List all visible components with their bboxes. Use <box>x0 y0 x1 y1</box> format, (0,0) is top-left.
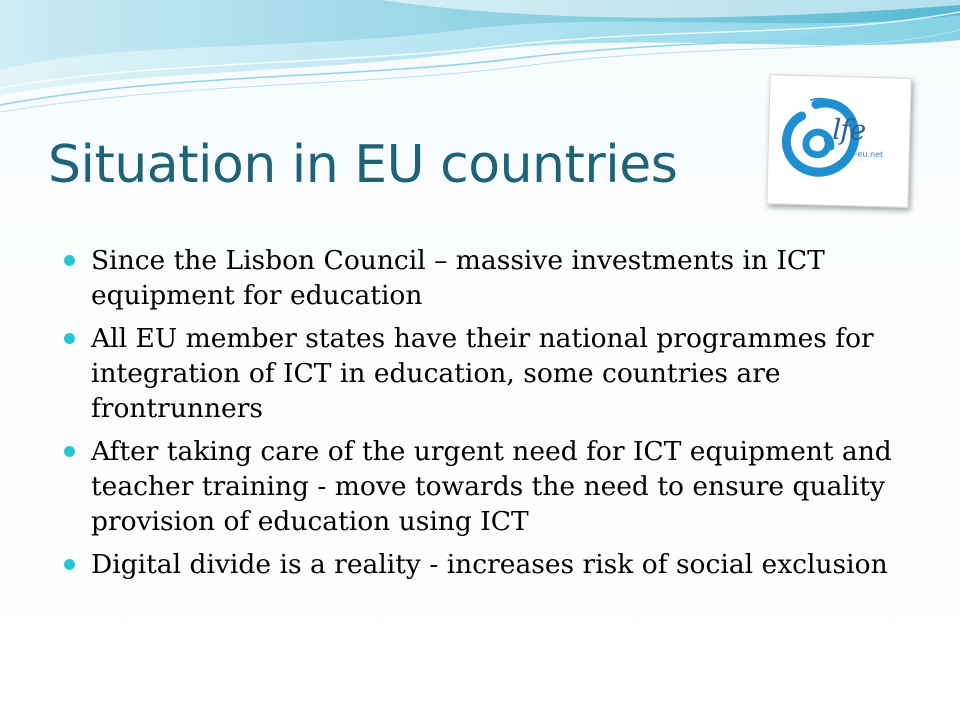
lfe-logo <box>766 74 911 208</box>
bullet-dot-icon <box>64 559 75 570</box>
bullet-text: Since the Lisbon Council – massive investments in ICT equipment for education <box>91 245 825 311</box>
bullet-item <box>64 434 924 539</box>
bullet-text: All EU member states have their national programmes for integration of ICT in education, some countries are frontrunners <box>91 323 874 424</box>
bullet-item <box>64 321 924 426</box>
bullet-list <box>64 243 924 590</box>
bullet-text: After taking care of the urgent need for ICT equipment and teacher training - move towards the need to ensure quality provision of education using ICT <box>91 436 892 537</box>
bullet-dot-icon <box>64 333 75 344</box>
slide-title: Situation in EU countries <box>48 135 678 195</box>
bullet-item <box>64 547 924 582</box>
bullet-item <box>64 243 924 313</box>
bullet-dot-icon <box>64 255 75 266</box>
logo-subtext: -eu.net <box>854 149 884 160</box>
logo-text: lfe <box>831 112 866 147</box>
bullet-text: Digital divide is a reality - increases risk of social exclusion <box>91 549 888 580</box>
bullet-dot-icon <box>64 446 75 457</box>
